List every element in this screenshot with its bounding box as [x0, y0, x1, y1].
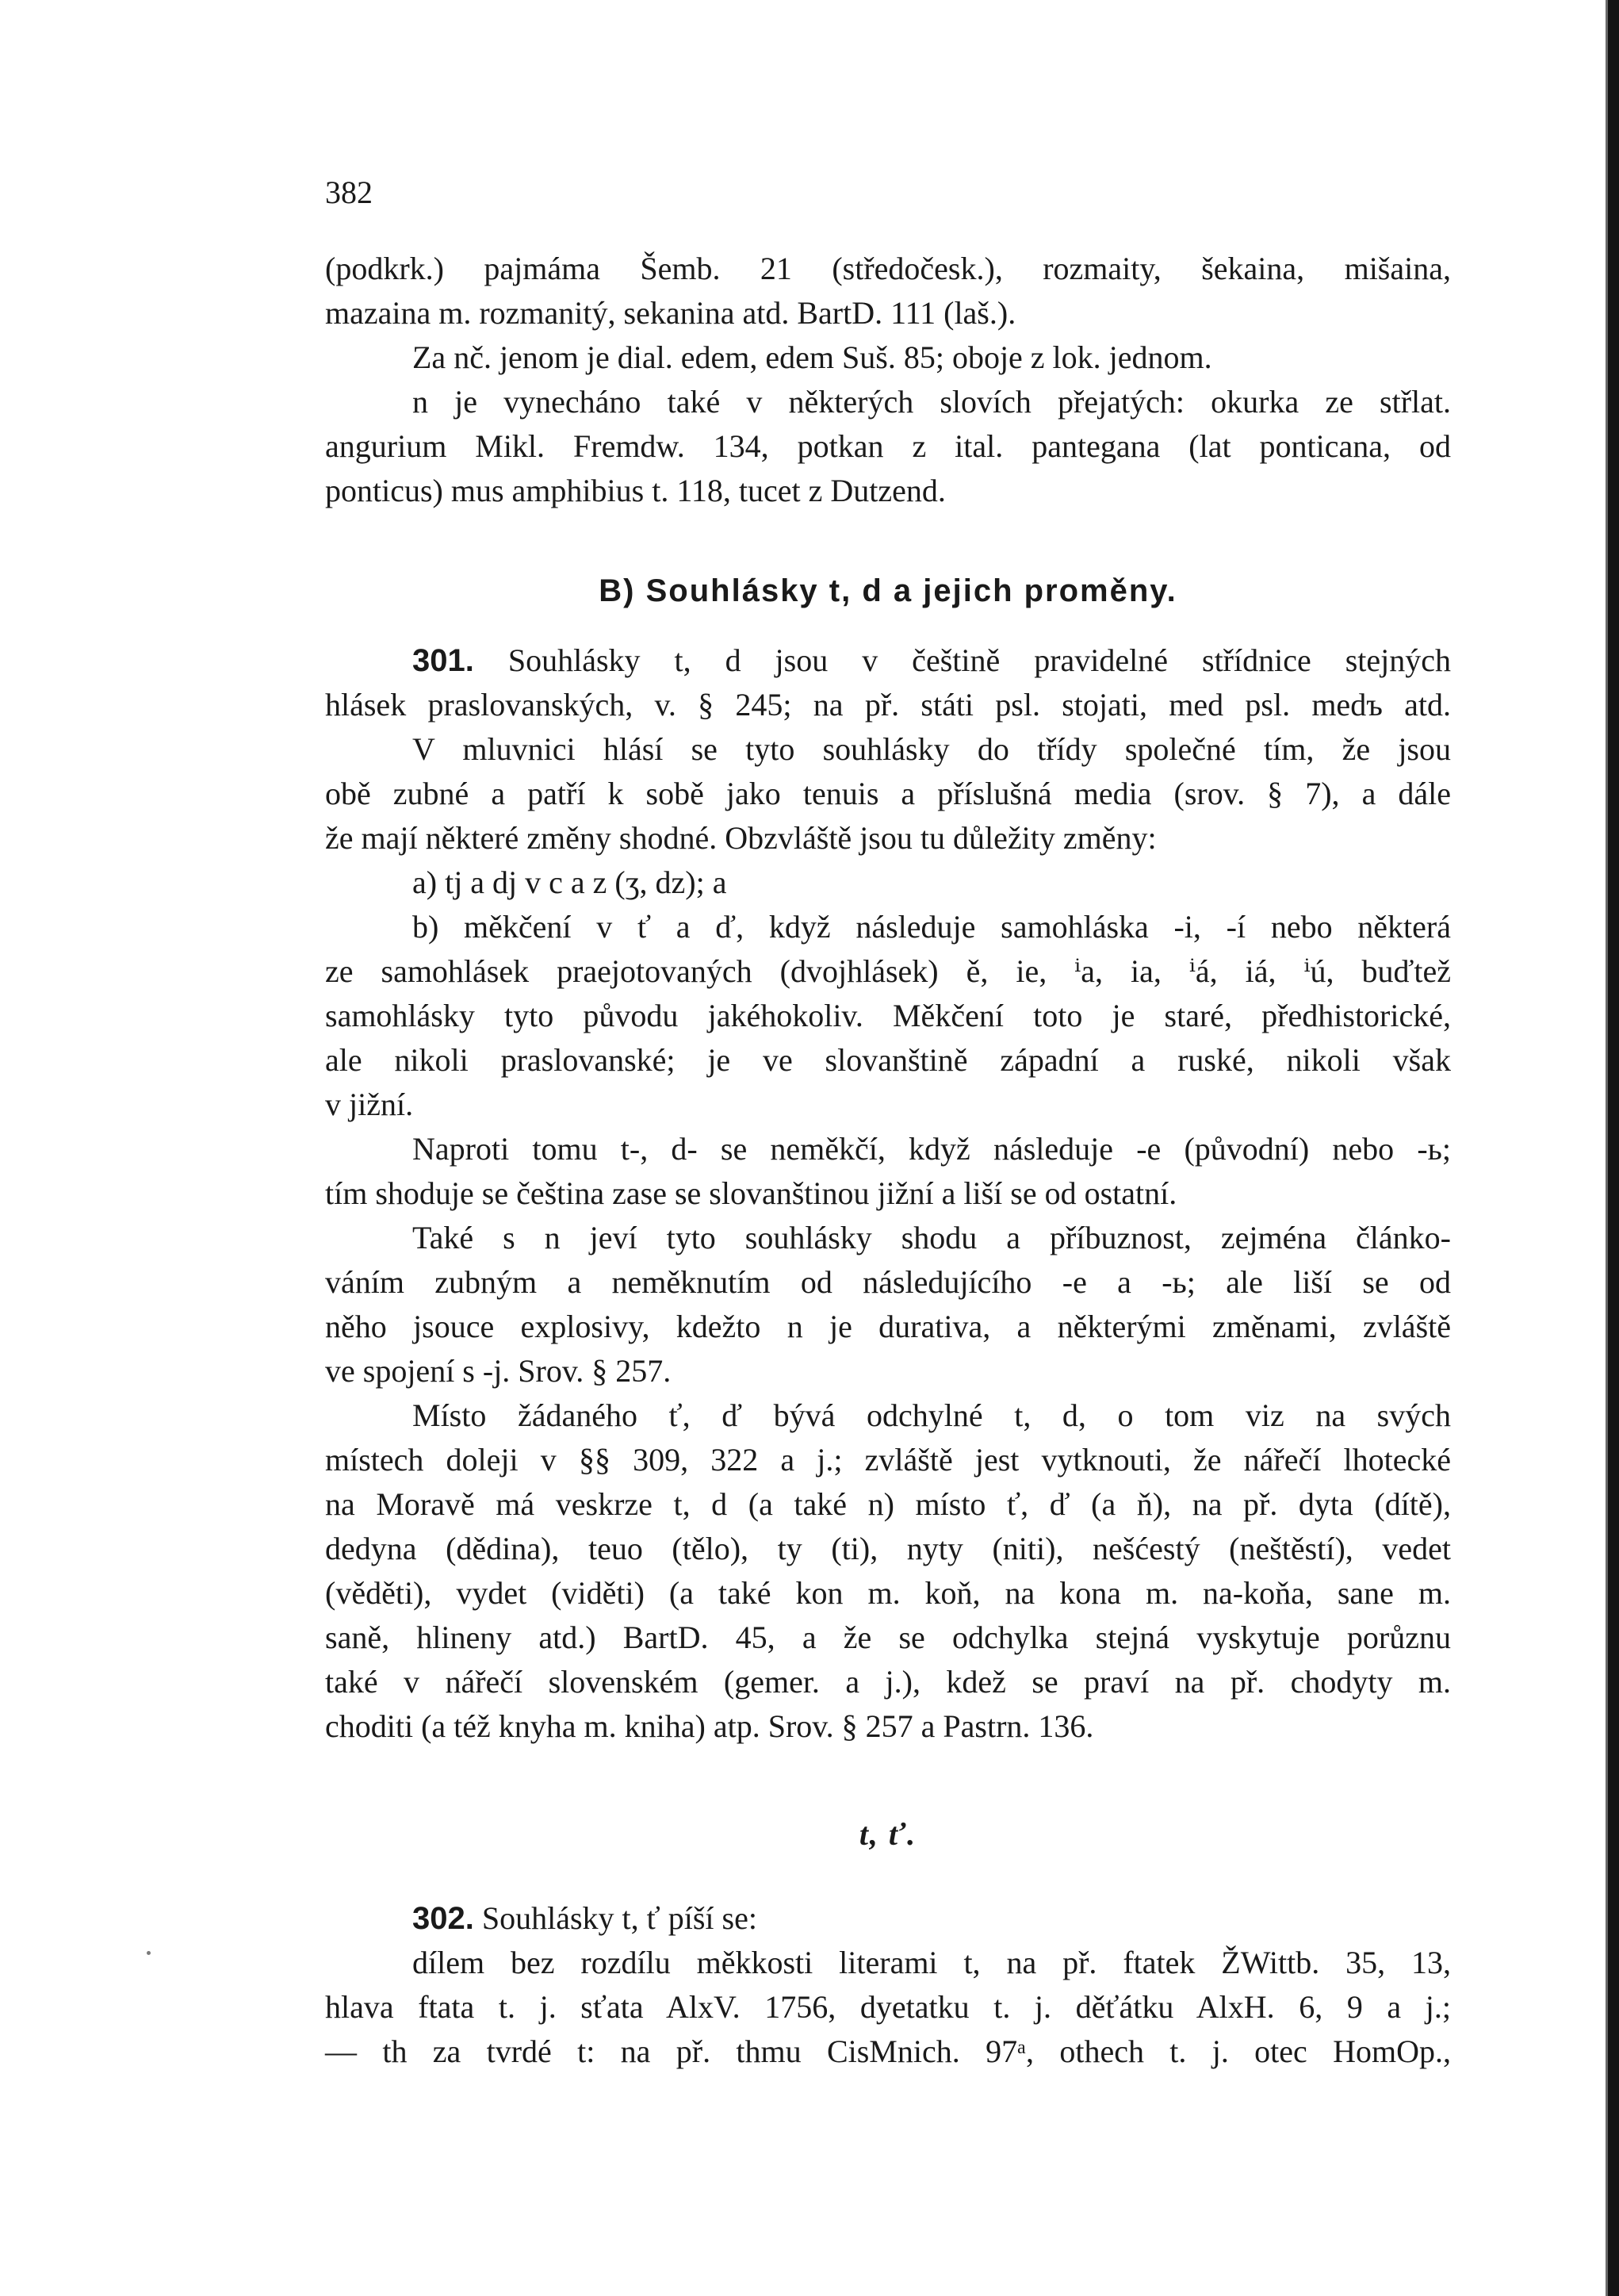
intro-block [325, 247, 1451, 513]
text-line [325, 1896, 1451, 1941]
text-line: místech doleji v §§ 309, 322 a j.; zvláště jest vytknouti, že nářečí lhotecké [325, 1442, 1451, 1478]
paragraph-301 [325, 638, 1451, 1749]
text-line: také v nářečí slovenském (gemer. a j.), kdež se praví na př. chodyty m. [325, 1664, 1451, 1700]
text-line: něho jsouce explosivy, kdežto n je durativa, a některými změnami, zvláště [325, 1309, 1451, 1344]
paragraph-number: 301. [412, 643, 474, 678]
text-line: angurium Mikl. Fremdw. 134, potkan z ital. pantegana (lat ponticana, od [325, 428, 1451, 464]
scan-speck [147, 1951, 151, 1955]
text-line: hlava ftata t. j. sťata AlxV. 1756, dyetatku t. j. děťátku AlxH. 6, 9 a j.; [325, 1989, 1451, 2025]
text-line: samohlásky tyto původu jakéhokoliv. Měkčení toto je staré, předhistorické, [325, 998, 1451, 1033]
text-line: dílem bez rozdílu měkkosti literami t, na př. ftatek ŽWittb. 35, 13, [412, 1945, 1451, 1980]
text-line: že mají některé změny shodné. Obzvláště jsou tu důležity změny: [325, 820, 1157, 856]
text-line: Také s n jeví tyto souhlásky shodu a příbuznost, zejména článko- [412, 1220, 1451, 1255]
text-line: v jižní. [325, 1087, 414, 1122]
text-line-body: Souhlásky t, d jsou v češtině pravidelné střídnice stejných [507, 642, 1452, 678]
section-heading: t, ť. [859, 1816, 917, 1852]
text-line [325, 638, 1451, 683]
text-line-body: Souhlásky t, ť píší se: [481, 1900, 757, 1936]
paragraph-302 [325, 1896, 1451, 2074]
text-line: V mluvnici hlásí se tyto souhlásky do třídy společné tím, že jsou [412, 731, 1451, 767]
text-line: a) tj a dj v c a z (ʒ, dz); a [412, 864, 727, 900]
text-line: choditi (a též knyha m. kniha) atp. Srov. § 257 a Pastrn. 136. [325, 1708, 1094, 1744]
text-line: Místo žádaného ť, ď bývá odchylné t, d, o tom viz na svých [412, 1397, 1451, 1433]
text-line: tím shoduje se čeština zase se slovanštinou jižní a liší se od ostatní. [325, 1175, 1177, 1211]
text-line: (věděti), vydet (viděti) (a také kon m. koň, na kona m. na-koňa, sane m. [325, 1575, 1451, 1611]
text-line: na Moravě má veskrze t, d (a také n) místo ť, ď (a ň), na př. dyta (dítě), [325, 1486, 1451, 1522]
text-line: ponticus) mus amphibius t. 118, tucet z Dutzend. [325, 473, 946, 508]
text-line: Za nč. jenom je dial. edem, edem Suš. 85; oboje z lok. jednom. [412, 339, 1212, 375]
text-line: Naproti tomu t-, d- se neměkčí, když následuje -e (původní) nebo -ь; [412, 1131, 1451, 1167]
text-line: — th za tvrdé t: na př. thmu CisMnich. 97ᵃ, othech t. j. otec HomOp., [325, 2033, 1451, 2069]
text-line: ze samohlásek praejotovaných (dvojhlásek) ě, ie, ⁱa, ia, ⁱá, iá, ⁱú, buďtež [325, 953, 1451, 989]
text-line: dedyna (dědina), teuo (tělo), ty (ti), nyty (niti), nešćestý (neštěstí), vedet [325, 1531, 1451, 1566]
text-line: ale nikoli praslovanské; je ve slovanštině západní a ruské, nikoli však [325, 1042, 1451, 1078]
text-line: mazaina m. rozmanitý, sekanina atd. BartD. 111 (laš.). [325, 295, 1016, 331]
text-line: n je vynecháno také v některých slovích přejatých: okurka ze střlat. [412, 384, 1451, 420]
paragraph-number: 302. [412, 1901, 474, 1936]
text-line: b) měkčení v ť a ď, když následuje samohláska -i, -í nebo některá [412, 909, 1451, 945]
text-line: hlásek praslovanských, v. § 245; na př. státi psl. stojati, med psl. medъ atd. [325, 687, 1451, 723]
text-line: ve spojení s -j. Srov. § 257. [325, 1353, 672, 1389]
text-line: obě zubné a patří k sobě jako tenuis a příslušná media (srov. § 7), a dále [325, 776, 1451, 811]
text-line: (podkrk.) pajmáma Šemb. 21 (středočesk.), rozmaity, šekaina, mišaina, [325, 251, 1451, 286]
page-number: 382 [325, 174, 373, 210]
scan-edge [1608, 0, 1619, 2296]
text-line: váním zubným a neměknutím od následujícího -e a -ь; ale liší se od [325, 1264, 1451, 1300]
section-heading: B) Souhlásky t, d a jejich proměny. [599, 573, 1177, 608]
text-line: saně, hlineny atd.) BartD. 45, a že se odchylka stejná vyskytuje porůznu [325, 1619, 1451, 1655]
page [325, 171, 1451, 2074]
